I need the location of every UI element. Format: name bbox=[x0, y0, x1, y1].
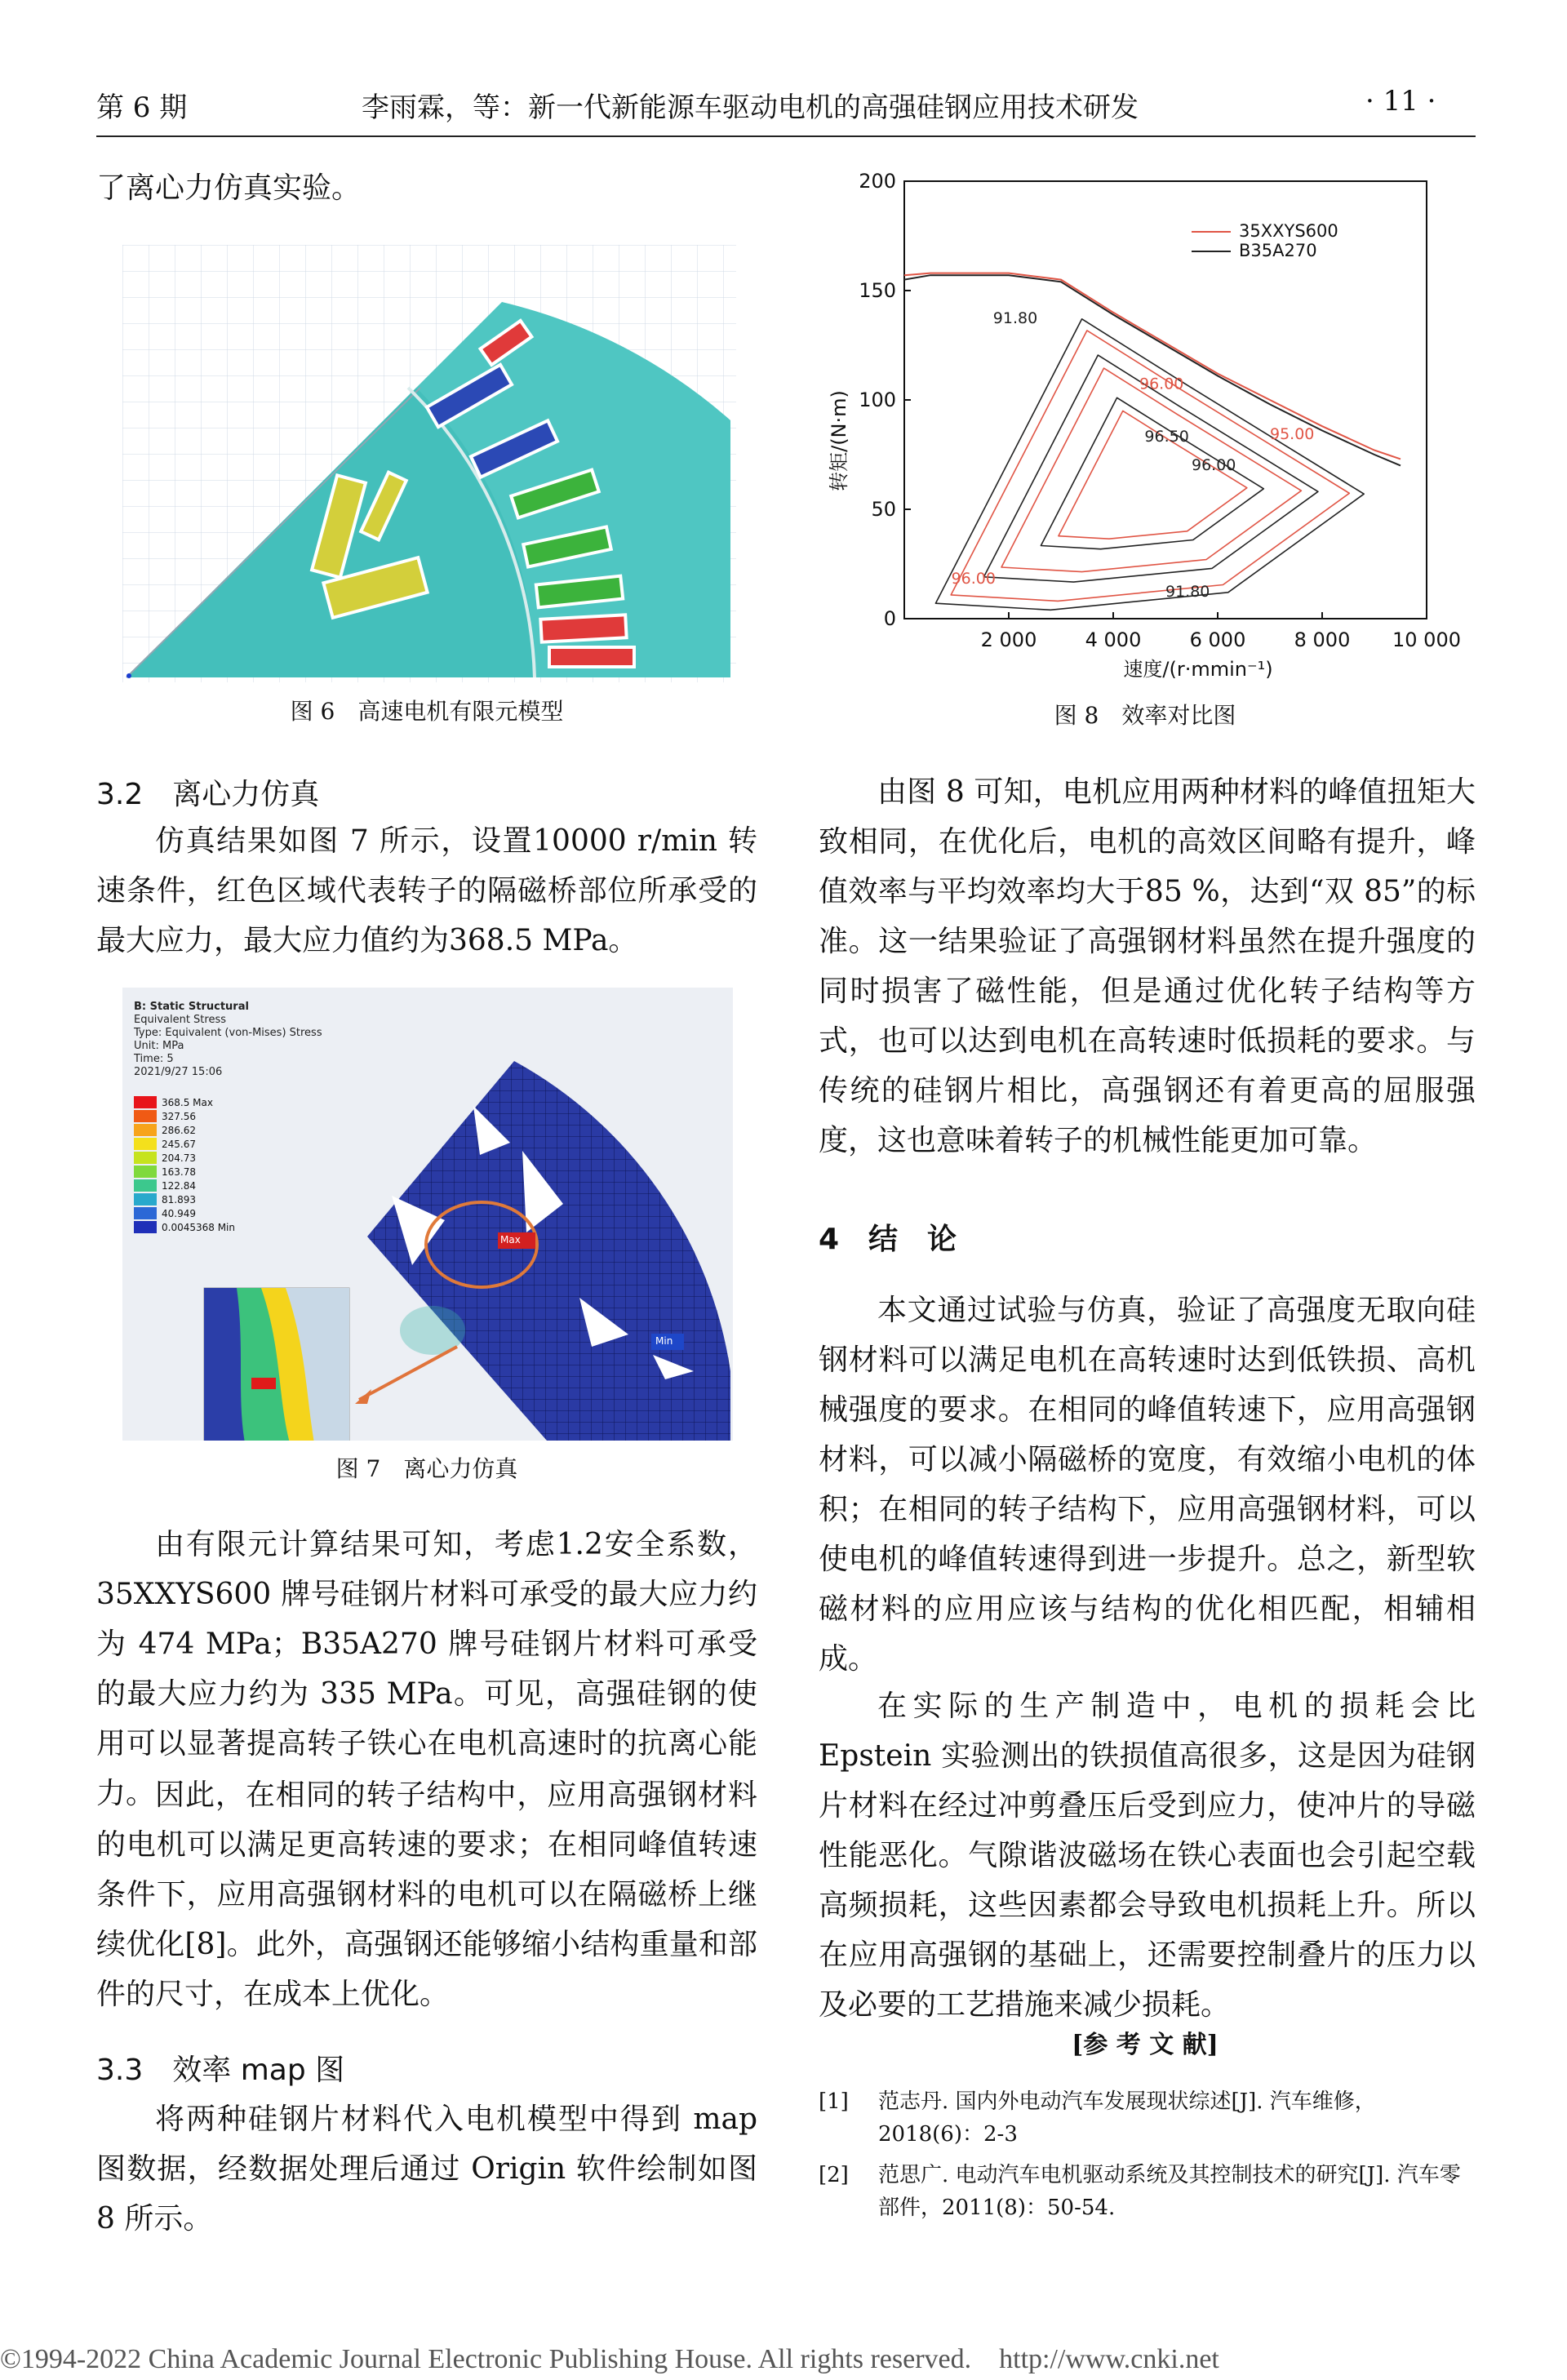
fig7-legend-swatch bbox=[134, 1110, 157, 1122]
fig7-time: Time: 5 bbox=[134, 1053, 174, 1065]
fig7-legend-label: 122.84 bbox=[162, 1179, 196, 1192]
chart-x-axis-label: 速度/(r·mmin⁻¹) bbox=[1123, 658, 1273, 681]
chart-x-tick-label: 2 000 bbox=[980, 628, 1037, 651]
conclusion-paragraph-1: 本文通过试验与仿真，验证了高强度无取向硅钢材料可以满足电机在高转速时达到低铁损、高机械强度的要求。在相同的峰值转速下，应用高强钢材料，可以减小隔磁桥的宽度，有效缩小电机的体积；在相同的转子结构下，应用高强钢材料，可以使电机的峰值转速得到进一步提升。总之，新型软磁材料的应用应该与结构的优化相匹配，相辅相成。 bbox=[819, 1294, 1476, 1676]
section-3-2-paragraph-2: 由有限元计算结果可知，考虑1.2安全系数，35XXYS600 牌号硅钢片材料可承受的最大应力约为 474 MPa；B35A270 牌号硅钢片材料可承受的最大应力约为 335 MPa。可见，高强硅钢的使用可以显著提高转子铁心在电机高速时的抗离心能力。 bbox=[96, 1528, 757, 1810]
fig7-legend-swatch bbox=[134, 1138, 157, 1150]
reference-text: 范思广. 电动汽车电机驱动系统及其控制技术的研究[J]. 汽车零部件，2011(8)：50-54. bbox=[878, 2163, 1461, 2220]
chart-y-tick-label: 150 bbox=[859, 279, 896, 302]
page-number: · 11 · bbox=[1365, 85, 1436, 118]
fig7-timestamp: 2021/9/27 15:06 bbox=[134, 1066, 223, 1078]
fig7-legend-item bbox=[134, 1123, 235, 1137]
chart-y-tick-label: 200 bbox=[859, 170, 896, 193]
section-3-3-title: 3.3 效率 map 图 bbox=[96, 2054, 345, 2087]
reference-number: [2] bbox=[819, 2163, 849, 2187]
copyright-footer: ©1994-2022 China Academic Journal Electronic Publishing House. All rights reserved. http://www.cnki.net bbox=[0, 2344, 1219, 2374]
chart-x-tick-label: 4 000 bbox=[1085, 628, 1142, 651]
fig7-legend-label: 245.67 bbox=[162, 1138, 196, 1150]
fig7-legend-item bbox=[134, 1179, 235, 1192]
chart-x-tick-label: 10 000 bbox=[1392, 628, 1461, 651]
fig7-legend-label: 40.949 bbox=[162, 1207, 196, 1219]
chart-x-tick-label: 6 000 bbox=[1189, 628, 1246, 651]
fig7-legend-swatch bbox=[134, 1096, 157, 1108]
fig7-legend-label: 163.78 bbox=[162, 1166, 196, 1178]
section-3-2-paragraph-1: 仿真结果如图 7 所示，设置10000 r/min 转速条件，红色区域代表转子的隔磁桥部位所承受的最大应力，最大应力值约为368.5 MPa。 bbox=[96, 824, 757, 957]
section-3-2-title: 3.2 离心力仿真 bbox=[96, 778, 320, 811]
chart-contour-label: 91.80 bbox=[1165, 583, 1210, 602]
fig7-legend-swatch bbox=[134, 1207, 157, 1219]
reference-item bbox=[819, 2159, 1476, 2224]
fig7-legend-swatch bbox=[134, 1152, 157, 1164]
chart-contour-label: 96.00 bbox=[1139, 375, 1184, 393]
fig7-color-legend bbox=[134, 1095, 235, 1234]
fig7-legend-item bbox=[134, 1192, 235, 1206]
fig7-legend-item bbox=[134, 1220, 235, 1234]
reference-text: 范志丹. 国内外电动汽车发展现状综述[J]. 汽车维修，2018(6)：2-3 bbox=[878, 2089, 1376, 2147]
fig7-result-type: Equivalent Stress bbox=[134, 1014, 227, 1026]
header-rule bbox=[96, 135, 1476, 137]
chart-contour-label: 91.80 bbox=[992, 309, 1038, 328]
figure-7-caption: 图 7 离心力仿真 bbox=[335, 1455, 518, 1482]
section-4-title: 4 结 论 bbox=[819, 1223, 957, 1256]
chart-legend-label: B35A270 bbox=[1239, 241, 1317, 260]
fig7-legend-swatch bbox=[134, 1221, 157, 1233]
fig7-legend-label: 368.5 Max bbox=[162, 1096, 213, 1108]
fig7-legend-item bbox=[134, 1165, 235, 1179]
conclusion-paragraph-2: 在实际的生产制造中，电机的损耗会比 Epstein 实验测出的铁损值高很多，这是因为硅钢片材料在经过冲剪叠压后受到应力，使冲片的导磁性能恶化。气隙谐波磁场在铁心表面也会引起空载高频损耗，这些因素都会导致电机损耗上升。所以在应用高强钢的基础上，还需要控制叠片的压力以及必要的工艺措施来减少损耗。 bbox=[819, 1690, 1476, 2022]
fig7-legend-item bbox=[134, 1095, 235, 1109]
section-3-3-paragraph-1: 将两种硅钢片材料代入电机模型中得到 map 图数据，经数据处理后通过 Origin 软件绘制如图 8 所示。 bbox=[96, 2102, 757, 2236]
fig7-legend-label: 286.62 bbox=[162, 1124, 196, 1136]
fig7-legend-item bbox=[134, 1109, 235, 1123]
fig7-analysis-title: B: Static Structural bbox=[134, 1001, 249, 1013]
figure-8-caption: 图 8 效率对比图 bbox=[1054, 702, 1236, 729]
fig7-legend-swatch bbox=[134, 1124, 157, 1136]
fig7-legend-swatch bbox=[134, 1166, 157, 1178]
figure-6-fem-model bbox=[122, 245, 736, 682]
chart-contour-label: 96.00 bbox=[951, 570, 997, 588]
chart-legend-label: 35XXYS600 bbox=[1239, 221, 1338, 241]
chart-x-tick-label: 8 000 bbox=[1294, 628, 1351, 651]
fig7-legend-item bbox=[134, 1151, 235, 1165]
chart-y-tick-label: 50 bbox=[871, 498, 896, 521]
figure-7-stress-simulation bbox=[122, 988, 733, 1441]
fig7-legend-item bbox=[134, 1137, 235, 1151]
reference-item bbox=[819, 2085, 1476, 2151]
fig7-legend-item bbox=[134, 1206, 235, 1220]
fig7-legend-swatch bbox=[134, 1193, 157, 1206]
chart-contour-label: 96.50 bbox=[1144, 427, 1189, 446]
reference-number: [1] bbox=[819, 2089, 849, 2114]
figure-8-efficiency-chart bbox=[815, 163, 1476, 686]
section-3-2-paragraph-3: 因此，在相同的转子结构中，应用高强钢材料的电机可以满足更高转速的要求；在相同峰值转速条件下，应用高强钢材料的电机可以在隔磁桥上继续优化[8]。此外，高强钢还能够缩小结构重量和部件的尺寸，在成本上优化。 bbox=[96, 1778, 757, 2011]
running-header bbox=[96, 85, 1476, 134]
fig7-legend-swatch bbox=[134, 1179, 157, 1192]
fig7-stress-type: Type: Equivalent (von-Mises) Stress bbox=[134, 1027, 322, 1039]
fig7-min-label: Min bbox=[655, 1335, 673, 1347]
running-title: 李雨霖，等：新一代新能源车驱动电机的高强硅钢应用技术研发 bbox=[362, 91, 1139, 124]
fig7-legend-label: 204.73 bbox=[162, 1152, 196, 1164]
right-paragraph-1: 由图 8 可知，电机应用两种材料的峰值扭矩大致相同，在优化后，电机的高效区间略有提升，峰值效率与平均效率均大于85 %，达到“双 85”的标准。这一结果验证了高强钢材料虽然在提升强度的同时损害了磁性能，但是通过优化转子结构等方式，也可以达到电机在高转速时低损耗的要求。与传统的硅钢片相比，高强钢还有着更高的屈服强度，这也意味着转子的机械性能更加可靠。 bbox=[819, 775, 1476, 1157]
chart-y-tick-label: 0 bbox=[883, 607, 896, 630]
chart-y-axis-label: 转矩/(N·m) bbox=[828, 390, 850, 491]
fig7-max-label: Max bbox=[500, 1234, 521, 1246]
intro-paragraph: 了离心力仿真实验。 bbox=[96, 171, 362, 205]
fig7-legend-label: 0.0045368 Min bbox=[162, 1221, 235, 1233]
figure-6-caption: 图 6 高速电机有限元模型 bbox=[290, 698, 564, 725]
chart-y-tick-label: 100 bbox=[859, 389, 896, 411]
chart-contour-label: 96.00 bbox=[1192, 455, 1236, 474]
fig7-legend-label: 327.56 bbox=[162, 1110, 196, 1122]
chart-contour-label: 95.00 bbox=[1270, 425, 1315, 444]
fig7-legend-label: 81.893 bbox=[162, 1193, 196, 1206]
fig7-unit: Unit: MPa bbox=[134, 1040, 184, 1052]
references-heading: [参 考 文 献] bbox=[1072, 2031, 1219, 2059]
issue-number: 第 6 期 bbox=[96, 91, 188, 124]
